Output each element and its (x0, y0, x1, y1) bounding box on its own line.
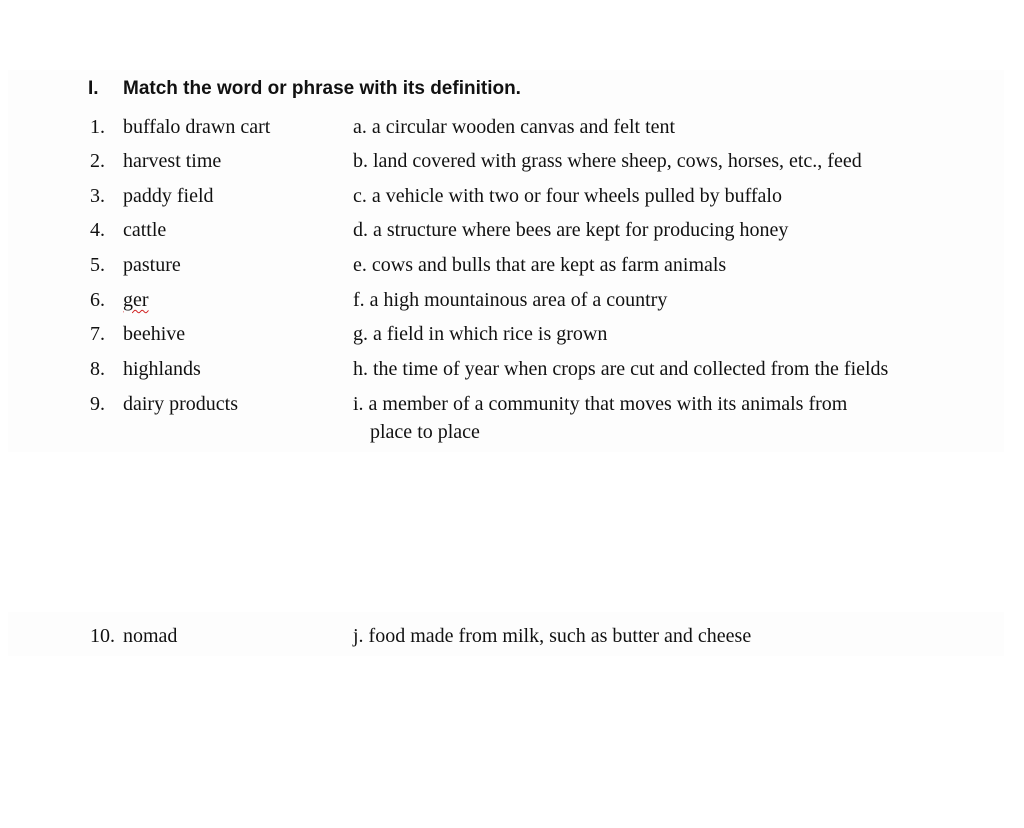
item-number: 1. (90, 116, 105, 138)
exercise-instruction: Match the word or phrase with its definition. (123, 78, 521, 99)
item-word: highlands (123, 358, 201, 380)
item-number: 3. (90, 185, 105, 207)
item-definition: b. land covered with grass where sheep, cows, horses, etc., feed (353, 150, 862, 172)
item-word: dairy products (123, 393, 238, 415)
exercise-numeral: I. (88, 78, 99, 99)
item-definition: a. a circular wooden canvas and felt tent (353, 116, 676, 138)
item-number: 9. (90, 393, 105, 415)
item-word: pasture (123, 254, 181, 276)
item-number: 4. (90, 219, 105, 241)
item-word: nomad (123, 625, 178, 647)
exercise-heading (88, 78, 521, 100)
item-number: 7. (90, 323, 105, 345)
item-number: 5. (90, 254, 105, 276)
item-definition (353, 390, 949, 446)
item-word: paddy field (123, 185, 214, 207)
item-definition: j. food made from milk, such as butter and cheese (353, 625, 752, 647)
item-word: cattle (123, 219, 167, 241)
item-definition: d. a structure where bees are kept for producing honey (353, 219, 789, 241)
item-definition: h. the time of year when crops are cut and collected from the fields (353, 358, 889, 380)
item-word: harvest time (123, 150, 222, 172)
item-number: 6. (90, 289, 105, 311)
item-definition: c. a vehicle with two or four wheels pulled by buffalo (353, 185, 782, 207)
item-definition-line-1: i. a member of a community that moves with its animals from (353, 393, 848, 415)
item-number: 8. (90, 358, 105, 380)
item-number: 10. (90, 625, 115, 647)
item-definition-line-2: place to place (370, 421, 480, 443)
item-definition: g. a field in which rice is grown (353, 323, 608, 345)
item-word-misspelled: ger (123, 289, 149, 311)
item-word: beehive (123, 323, 186, 345)
item-number: 2. (90, 150, 105, 172)
item-definition: e. cows and bulls that are kept as farm animals (353, 254, 727, 276)
item-definition: f. a high mountainous area of a country (353, 289, 668, 311)
item-word: buffalo drawn cart (123, 116, 271, 138)
